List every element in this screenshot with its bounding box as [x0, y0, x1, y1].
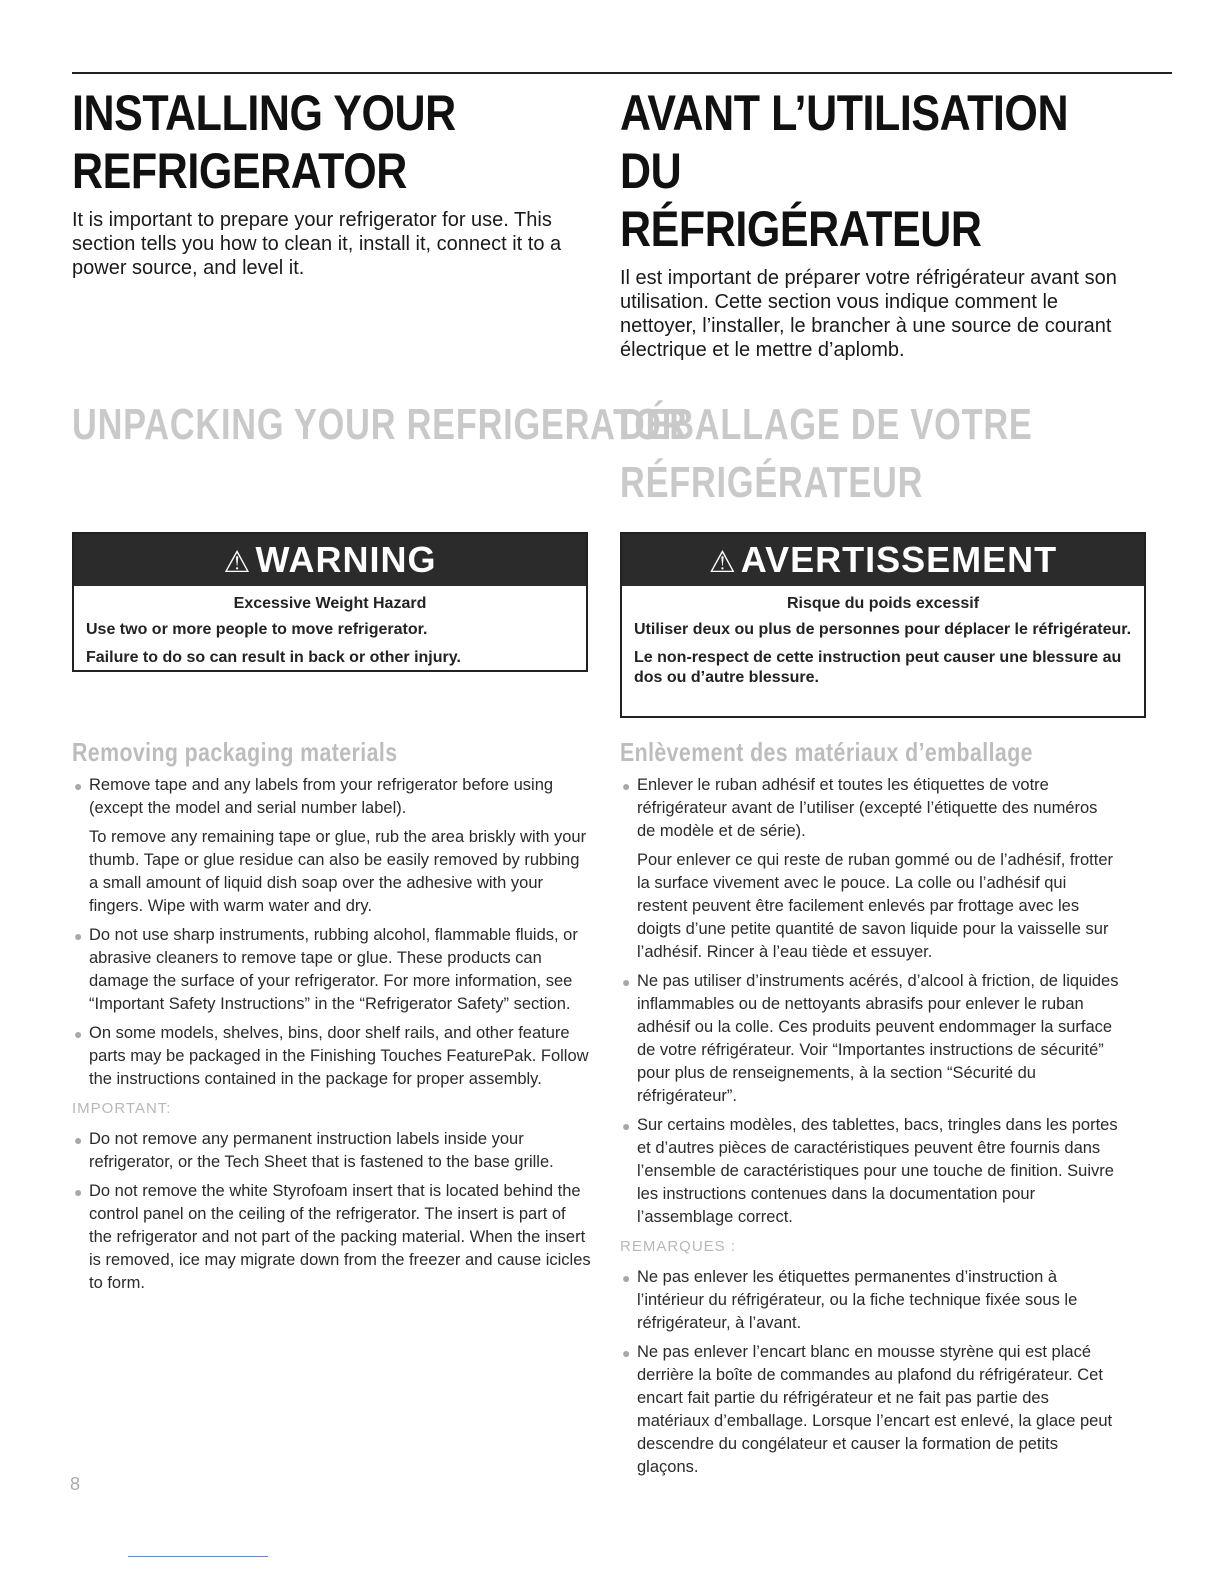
- list-item: ● Do not remove the white Styrofoam insert that is located behind the control panel on the ceiling of the refrigerator. The insert is part of the refrigerator and not part of the packing material. When the insert is removed, ice may migrate down from the freezer and cause icicles to form.: [74, 1182, 591, 1292]
- bullet-icon: ●: [74, 1184, 83, 1200]
- warning-box-fr: [620, 532, 1146, 718]
- list-item: ● Enlever le ruban adhésif et toutes les étiquettes de votre réfrigérateur avant de l’utiliser (excepté l’étiquette des numéros de modèle et de série).: [622, 776, 1098, 840]
- warning-subtitle-en: Excessive Weight Hazard: [233, 595, 427, 612]
- list-item: ● Do not use sharp instruments, rubbing alcohol, flammable fluids, or abrasive cleaners to remove tape or glue. These products can damage the surface of your refrigerator. For more information, see “Important Safety Instructions” in the “Refrigerator Safety” section.: [74, 926, 578, 1013]
- footer-rule: [128, 1556, 268, 1557]
- list-item: ● Ne pas utiliser d’instruments acérés, d’alcool à friction, de liquides inflammables ou de nettoyants abrasifs pour enlever le ruban adhésif ou la colle. Ces produits peuvent endommager la surface de votre réfrigérateur. Voir “Importantes instructions de sécurité” pour plus de renseignements, à la section “Sécurité du réfrigérateur”.: [622, 972, 1119, 1105]
- list-item: ● Remove tape and any labels from your refrigerator before using (except the model and serial number label).: [74, 776, 554, 817]
- warning-line2-fr: Le non-respect de cette instruction peut causer une blessure au dos ou d’autre blessure.: [634, 649, 1122, 686]
- bullet-icon: ●: [622, 778, 631, 794]
- bullet-icon: ●: [622, 1118, 631, 1134]
- bullet-icon: ●: [74, 778, 83, 794]
- warning-triangle-icon: ⚠: [223, 546, 252, 579]
- intro-en: It is important to prepare your refrigerator for use. This section tells you how to clean it, install it, connect it to a power source, and level it.: [72, 209, 562, 279]
- warning-triangle-icon: ⚠: [708, 546, 737, 579]
- warning-subtitle-fr: Risque du poids excessif: [786, 595, 980, 612]
- bullet-icon: ●: [622, 1270, 631, 1286]
- bullet-icon: ●: [74, 1132, 83, 1148]
- section-title-en: UNPACKING YOUR REFRIGERATOR: [72, 400, 688, 449]
- bullet-icon: ●: [622, 1345, 631, 1361]
- warning-box-en: [72, 532, 588, 672]
- top-rule: [72, 72, 1172, 74]
- page-number: 8: [70, 1474, 81, 1494]
- left-column: [72, 84, 592, 280]
- main-title-en: INSTALLING YOUR REFRIGERATOR: [72, 85, 456, 199]
- main-title-fr: AVANT L’UTILISATION DU RÉFRIGÉRATEUR: [620, 85, 1069, 257]
- list-item: ● Sur certains modèles, des tablettes, bacs, tringles dans les portes et d’autres pièces de caractéristiques peuvent être fournis dans l’ensemble de caractéristiques pour une touche de finition. Suivre les instructions contenues dans la documentation pour l’assemblage correct.: [622, 1116, 1118, 1226]
- body-fr: [620, 774, 1120, 1485]
- list-item: ● On some models, shelves, bins, door shelf rails, and other feature parts may be packaged in the Finishing Touches FeaturePak. Follow the instructions contained in the package for proper assembly.: [74, 1024, 589, 1088]
- subsection-title-fr: Enlèvement des matériaux d’emballage: [620, 737, 1033, 767]
- bullet-icon: ●: [74, 1026, 83, 1042]
- list-item: ● Do not remove any permanent instruction labels inside your refrigerator, or the Tech Sheet that is fastened to the base grille.: [74, 1130, 554, 1171]
- warning-line2-en: Failure to do so can result in back or other injury.: [86, 649, 461, 666]
- bullet-icon: ●: [74, 928, 83, 944]
- list-item: ● Ne pas enlever l’encart blanc en mousse styrène qui est placé derrière la boîte de commandes au plafond du réfrigérateur. Cet encart fait partie du réfrigérateur et ne fait pas partie des matériaux d’emballage. Lorsque l’encart est enlevé, la glace peut descendre du congélateur et causer la formation de petits glaçons.: [622, 1343, 1113, 1476]
- bullet-icon: ●: [622, 974, 631, 990]
- right-column: [620, 84, 1120, 362]
- paragraph: To remove any remaining tape or glue, rub the area briskly with your thumb. Tape or glue residue can also be easily removed by rubbing a small amount of liquid dish soap over the adhesive with your fingers. Wipe with warm water and dry.: [89, 828, 587, 915]
- body-en: [72, 774, 592, 1301]
- warning-line1-en: Use two or more people to move refrigerator.: [86, 621, 428, 638]
- section-title-fr: DÉBALLAGE DE VOTRE RÉFRIGÉRATEUR: [620, 400, 1033, 507]
- intro-fr: Il est important de préparer votre réfrigérateur avant son utilisation. Cette section vous indique comment le nettoyer, l’installer, le brancher à une source de courant électrique et le mettre d’aplomb.: [620, 267, 1117, 361]
- warning-header-fr: ⚠ AVERTISSEMENT: [622, 534, 1144, 586]
- remarques-label: REMARQUES :: [620, 1238, 737, 1255]
- list-item: ● Ne pas enlever les étiquettes permanentes d’instruction à l’intérieur du réfrigérateur, ou la fiche technique fixée sous le réfrigérateur, à l’avant.: [622, 1268, 1078, 1332]
- warning-line1-fr: Utiliser deux ou plus de personnes pour déplacer le réfrigérateur.: [634, 621, 1132, 638]
- warning-header-en: ⚠ WARNING: [74, 534, 586, 586]
- important-label: IMPORTANT:: [72, 1100, 172, 1117]
- subsection-title-en: Removing packaging materials: [72, 737, 398, 767]
- paragraph: Pour enlever ce qui reste de ruban gommé ou de l’adhésif, frotter la surface vivement avec le pouce. La colle ou l’adhésif qui restent peuvent être facilement enlevés par frottage avec les doigts d’une petite quantité de savon liquide pour la vaisselle sur l’adhésif. Rincer à l’eau tiède et essuyer.: [637, 851, 1114, 961]
